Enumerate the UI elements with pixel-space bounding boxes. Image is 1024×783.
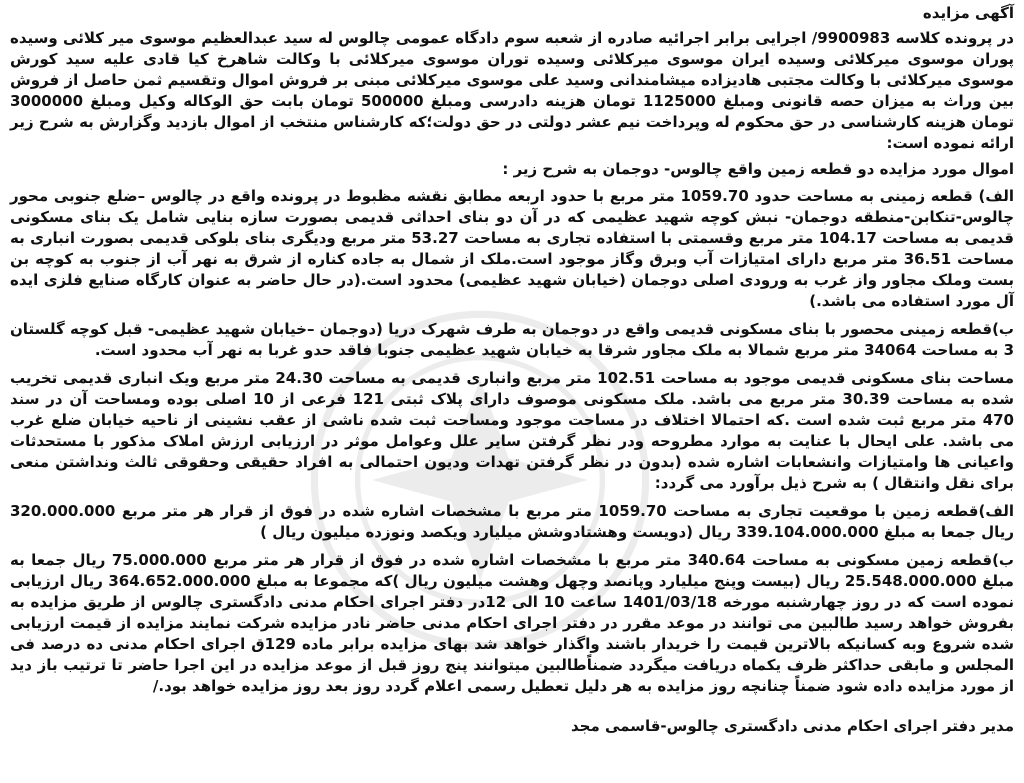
properties-heading: اموال مورد مزایده دو قطعه زمین واقع چالوس- دوجمان به شرح زیر :	[502, 160, 1014, 178]
notice-title: آگهی مزایده	[922, 4, 1014, 22]
signature: مدیر دفتر اجرای احکام مدنی دادگستری چالوس-قاسمی مجد	[570, 717, 1014, 735]
property-b-description: ب)قطعه زمینی محصور با بنای مسکونی قدیمی واقع در دوجمان به طرف شهرک دریا (دوجمان –خیابان شهید عظیمی- قبل کوچه گلستان 3 به مساحت 34064 متر مربع شمالا به ملک مجاور شرقا به خیابان شهید عظیمی جنوبا فاقد حدو غربا به نهر آب محدود است.	[10, 320, 1014, 359]
buildings-assessment: مساحت بنای مسکونی قدیمی موجود به مساحت 102.51 متر مربع وانباری قدیمی به مساحت 24.30 متر مربع ویک انباری قدیمی تخریب شده به مساحت 30.39 متر مربع می باشد. ملک مسکونی موصوف دارای پلاک ثبتی 121 فرعی از 10 اصلی بوده ومساحت آن در سند 470 متر مربع ثبت شده است .که احتمالا اختلاف در مساحت موجود ومساحت ثبت شده ناشی از عقب نشینی از ناحیه خیابان ضلع غرب می باشد. علی ایحال با عنایت به موارد مطروحه ودر نظر گرفتن سایر علل وعوامل موثر در ارزیابی ارزش املاک مذکور با مستحدثات واعیانی ها وامتیازات وانشعابات اشاره شده (بدون در نظر گرفتن تهدات ودیون احتمالی به افراد حقیقی وحقوقی ثالث ونداشتن منعی برای نقل وانتقال ) به شرح ذیل برآورد می گردد:	[10, 369, 1015, 492]
property-a-description: الف) قطعه زمینی به مساحت حدود 1059.70 متر مربع با حدود اربعه مطابق نقشه مظبوط در پرونده واقع در چالوس –ضلع جنوبی محور چالوس-تنکابن-منطقه دوجمان- نبش کوچه شهید عظیمی که در آن دو بنای احداثی قدیمی بصورت سازه بنایی شامل یک بنای مسکونی قدیمی به مساحت 104.17 متر مربع وقسمتی با استفاده تجاری به مساحت 53.27 متر مربع ودیگری بنای بلوکی قدیمی بصورت انباری به مساحت 36.51 متر مربع دارای امتیازات آب وبرق وگاز موجود است.ملک از شمال به جاده کناره از شرق به نهر آب از جنوب به کوچه بن بست وملک مجاور واز غرب به ورودی اصلی دوجمان (خیابان شهید عظیمی) محدود است.(در حال حاضر به عنوان کارگاه صنایع فلزی ایده آل مورد استفاده می باشد.)	[10, 187, 1015, 310]
intro-paragraph: در پرونده کلاسه 9900983/ اجرایی برابر اجرائیه صادره از شعبه سوم دادگاه عمومی چالوس له سید عبدالعظیم موسوی میر کلائی وسیده پوران موسوی میرکلائی وسیده ایران موسوی میرکلائی وسیده توران موسوی میرکلائی با وکالت شاهرخ کیا قادی علیه سید کورش موسوی میرکلائی با وکالت مجتبی هادیزاده میشامندانی وسید علی موسوی میرکلائی مبنی بر فروش اموال وتقسیم ثمن حاصل از فروش بین وراث به میزان حصه قانونی ومبلغ 1125000 تومان هزینه دادرسی ومبلغ 500000 تومان بابت حق الوکاله وکیل ومبلغ 3000000 تومان هزینه کارشناسی در حق محکوم له وپرداخت نیم عشر دولتی در حق دولت؛که کارشناس منتخب از اموال بازدید وگزارش به شرح زیر ارائه نموده است:	[10, 29, 1014, 152]
valuation-b-and-terms: ب)قطعه زمین مسکونی به مساحت 340.64 متر مربع با مشخصات اشاره شده در فوق از قرار هر متر مربع 75.000.000 ریال جمعا به مبلغ 25.548.000.000 ریال (بیست وپنج میلیارد وپانصد وچهل وهشت میلیون ریال )که مجموعا به مبلغ 364.652.000.000 ریال ارزیابی نموده است که در روز چهارشنبه مورخه 1401/03/18 ساعت 10 الی 12در دفتر اجرای احکام مدنی دادگستری چالوس از طریق مزایده به بفروش خواهد رسید طالبین می توانند در موعد مقرر در دفتر اجرای احکام مدنی حاضر نادر مزایده شرکت نمایند مزایده از قیمت ارزیابی شده شروع وبه کسانیکه بالاترین قیمت را خریدار باشند واگذار خواهد شد بهای مزایده برابر ماده 129ق اجرای احکام مدنی ده درصد فی المجلس و مابقی حداکثر ظرف یکماه دریافت میگردد ضمناًطالبین میتوانند پنج روز قبل از موعد مزایده در این اجرا حاضر تا ترتیب باز دید از مورد مزایده داده شود ضمناً چنانچه روز مزایده به هر دلیل تعطیل رسمی اعلام گردد روز بعد روز مزایده خواهد بود./	[10, 551, 1015, 695]
valuation-a: الف)قطعه زمین با موقعیت تجاری به مساحت 1059.70 متر مربع با مشخصات اشاره شده در فوق از قرار هر متر مربع 320.000.000 ریال جمعا به مبلغ 339.104.000.000 ریال (دویست وهشتادوشش میلیارد ویکصد ونوزده میلیون ریال )	[10, 502, 1014, 541]
